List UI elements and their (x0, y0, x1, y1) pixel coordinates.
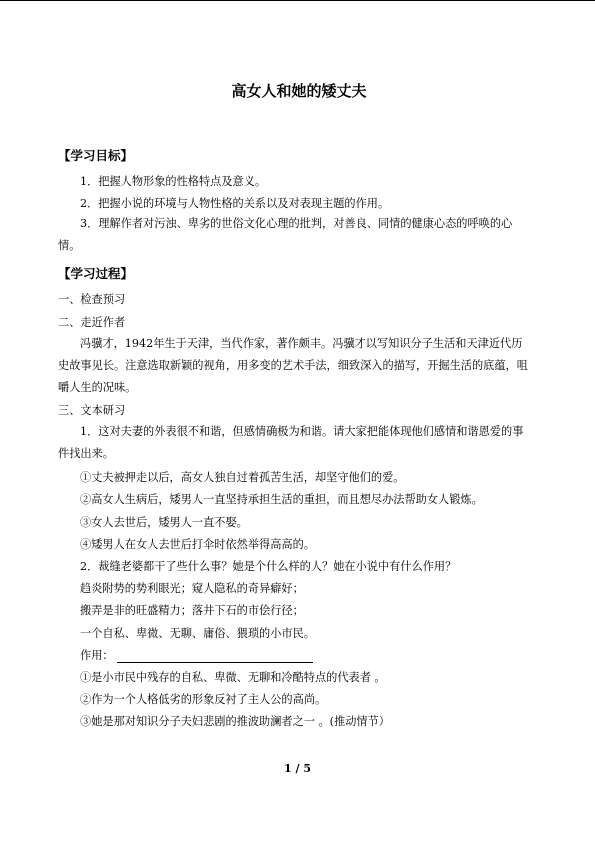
objectives-heading: 【学习目标】 (58, 148, 134, 163)
item-preview: 一、检查预习 (58, 293, 126, 306)
q1-answer-4: ④矮男人在女人去世后打伞时依然举得高高的。 (80, 538, 315, 551)
q2-line-1: 趋炎附势的势利眼光；窥人隐私的奇异癖好； (80, 582, 304, 595)
author-paragraph: 冯骥才，1942年生于天津，当代作家，著作颇丰。冯骥才以写知识分子生活和天津近代历史故事见长。注意选取新颖的视角，用多变的艺术手法，细致深入的描写，开掘生活的底蕴，咀嚼人生的况味。 (58, 337, 528, 394)
text-study-heading: 三、文本研习 (58, 404, 126, 417)
q1-answer-2: ②高女人生病后，矮男人一直坚持承担生活的重担，而且想尽办法帮助女人锻炼。 (80, 493, 483, 506)
q1-answer-1: ①丈夫被押走以后，高女人独自过着孤苦生活，却坚守他们的爱。 (80, 471, 405, 484)
q1-answer-3: ③女人去世后，矮男人一直不娶。 (80, 516, 248, 529)
objective-3: 3．理解作者对污浊、卑劣的世俗文化心理的批判，对善良、同情的健康心态的呼唤的心情。 (58, 217, 513, 252)
question-1: 1．这对夫妻的外表很不和谐，但感情确极为和谐。请大家把能体现他们感情和谐恩爱的事件找出来。 (58, 425, 524, 460)
role-answer-2: ②作为一个人格低劣的形象反衬了主人公的高尚。 (80, 693, 327, 706)
objective-1: 1．把握人物形象的性格特点及意义。 (80, 175, 267, 188)
role-label: 作用： (80, 649, 114, 662)
answer-blank[interactable] (117, 651, 313, 663)
role-answer-1: ①是小市民中残存的自私、卑微、无聊和冷酷特点的代表者 。 (80, 671, 386, 684)
q2-line-2: 搬弄是非的旺盛精力；落井下石的市侩行径； (80, 604, 304, 617)
process-heading: 【学习过程】 (58, 266, 134, 281)
objective-2: 2．把握小说的环境与人物性格的关系以及对表现主题的作用。 (80, 197, 390, 210)
page-number: 1 / 5 (284, 762, 311, 775)
role-answer-3: ③她是那对知识分子夫妇悲剧的推波助澜者之一 。(推动情节） (80, 715, 390, 728)
item-author: 二、走近作者 (58, 316, 126, 329)
top-border (0, 0, 595, 1)
document-title: 高女人和她的矮丈夫 (231, 82, 367, 100)
question-2: 2．裁缝老婆都干了些什么事？她是个什么样的人？她在小说中有什么作用？ (80, 560, 457, 573)
role-line (80, 649, 313, 663)
q2-line-3: 一个自私、卑微、无聊、庸俗、猥琐的小市民。 (80, 627, 315, 640)
